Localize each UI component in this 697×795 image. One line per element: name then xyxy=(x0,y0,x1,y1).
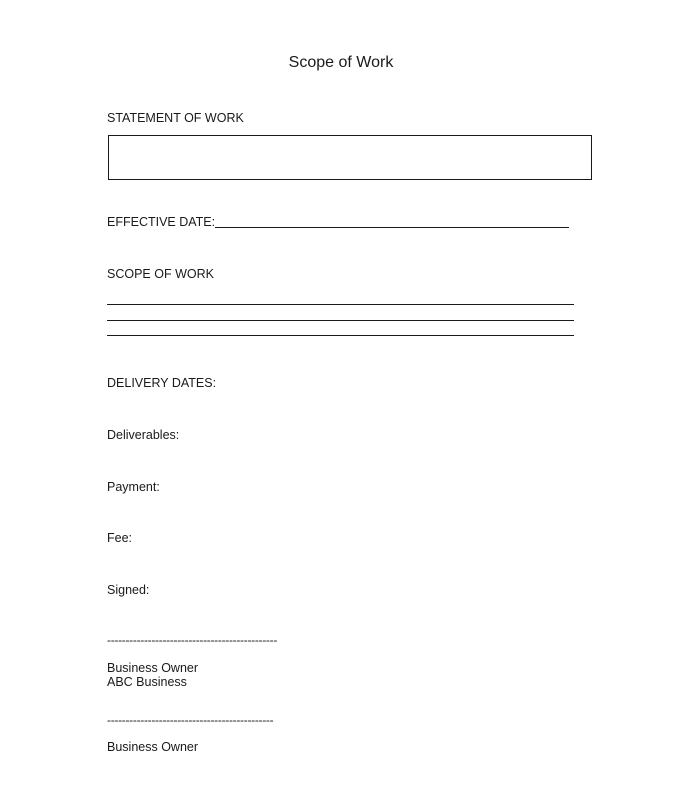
fee-label: Fee: xyxy=(107,531,133,545)
signature-line-1[interactable]: ---------------------------------------------- xyxy=(107,633,278,647)
scope-of-work-line-1[interactable] xyxy=(107,304,574,305)
signer-1-company: ABC Business xyxy=(107,675,187,689)
scope-of-work-line-2[interactable] xyxy=(107,320,574,321)
signer-2-name: Business Owner xyxy=(107,740,199,754)
statement-of-work-label: STATEMENT OF WORK xyxy=(107,111,244,125)
effective-date-label: EFFECTIVE DATE: xyxy=(107,215,216,229)
signed-label: Signed: xyxy=(107,583,150,597)
statement-of-work-box[interactable] xyxy=(108,135,592,180)
deliverables-label: Deliverables: xyxy=(107,428,180,442)
document-title: Scope of Work xyxy=(288,54,394,71)
effective-date-line[interactable] xyxy=(215,227,569,228)
scope-of-work-line-3[interactable] xyxy=(107,335,574,336)
payment-label: Payment: xyxy=(107,480,160,494)
scope-of-work-label: SCOPE OF WORK xyxy=(107,267,214,281)
signer-1-name: Business Owner xyxy=(107,661,199,675)
delivery-dates-label: DELIVERY DATES: xyxy=(107,376,217,390)
signature-line-2[interactable]: --------------------------------------------- xyxy=(107,713,274,727)
